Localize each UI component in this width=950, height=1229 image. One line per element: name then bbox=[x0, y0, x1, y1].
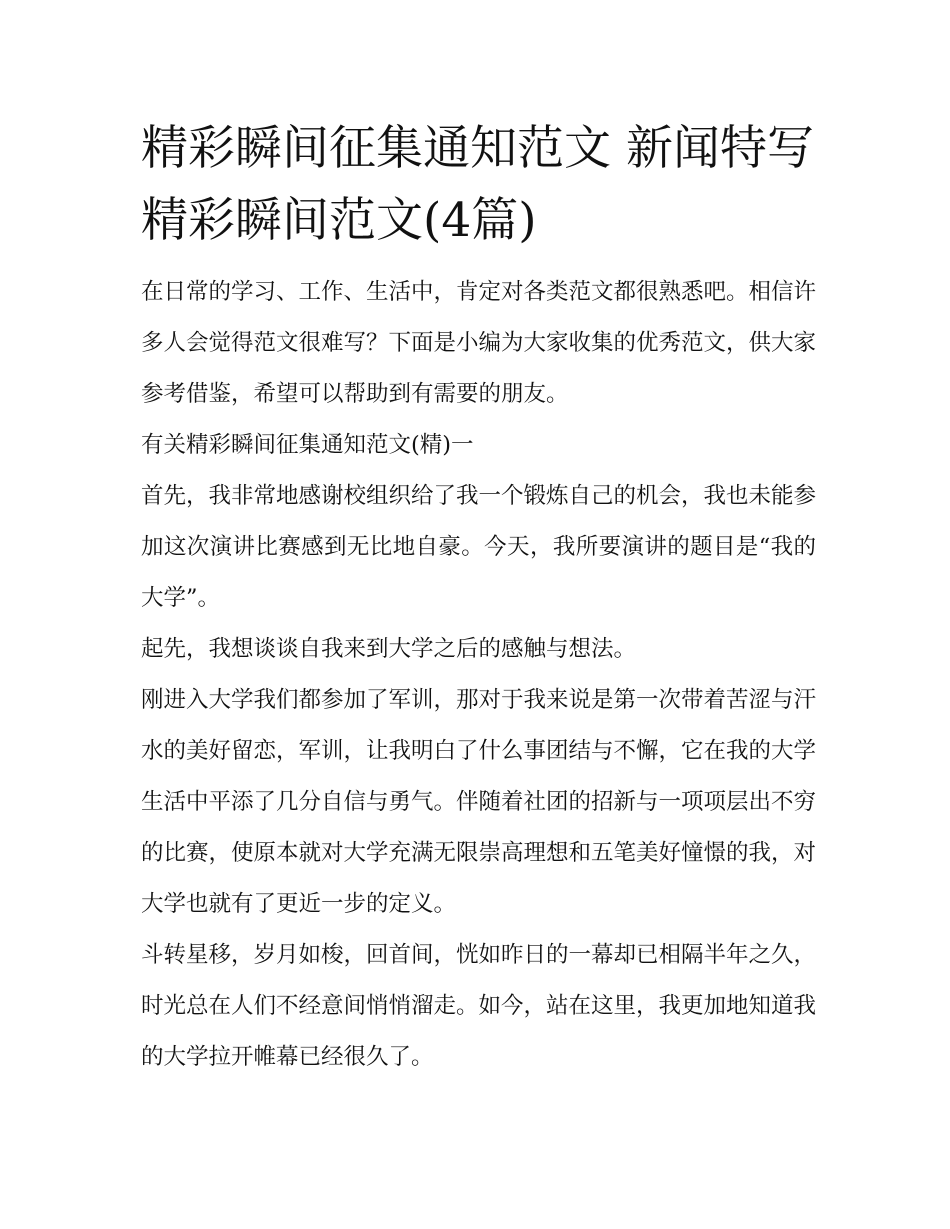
body-paragraph: 首先，我非常地感谢校组织给了我一个锻炼自己的机会，我也未能参加这次演讲比赛感到无比地自豪。今天，我所要演讲的题目是“我的大学”。 bbox=[141, 483, 817, 611]
intro-paragraph: 在日常的学习、工作、生活中，肯定对各类范文都很熟悉吧。相信许多人会觉得范文很难写？下面是小编为大家收集的优秀范文，供大家参考借鉴，希望可以帮助到有需要的朋友。 bbox=[141, 279, 817, 407]
body-paragraph: 起先，我想谈谈自我来到大学之后的感触与想法。 bbox=[141, 636, 637, 662]
body-paragraph: 刚进入大学我们都参加了军训，那对于我来说是第一次带着苦涩与汗水的美好留恋，军训，让我明白了什么事团结与不懈，它在我的大学生活中平添了几分自信与勇气。伴随着社团的招新与一项项层出不穷的比赛，使原本就对大学充满无限崇高理想和五笔美好憧憬的我，对大学也就有了更近一步的定义。 bbox=[141, 687, 817, 917]
body-paragraph: 斗转星移，岁月如梭，回首间，恍如昨日的一幕却已相隔半年之久，时光总在人们不经意间悄悄溜走。如今，站在这里，我更加地知道我的大学拉开帷幕已经很久了。 bbox=[141, 942, 817, 1070]
document-body bbox=[141, 113, 816, 1083]
section-heading: 有关精彩瞬间征集通知范文(精)一 bbox=[141, 432, 474, 458]
document-title: 精彩瞬间征集通知范文 新闻特写精彩瞬间范文(4篇) bbox=[141, 121, 814, 248]
